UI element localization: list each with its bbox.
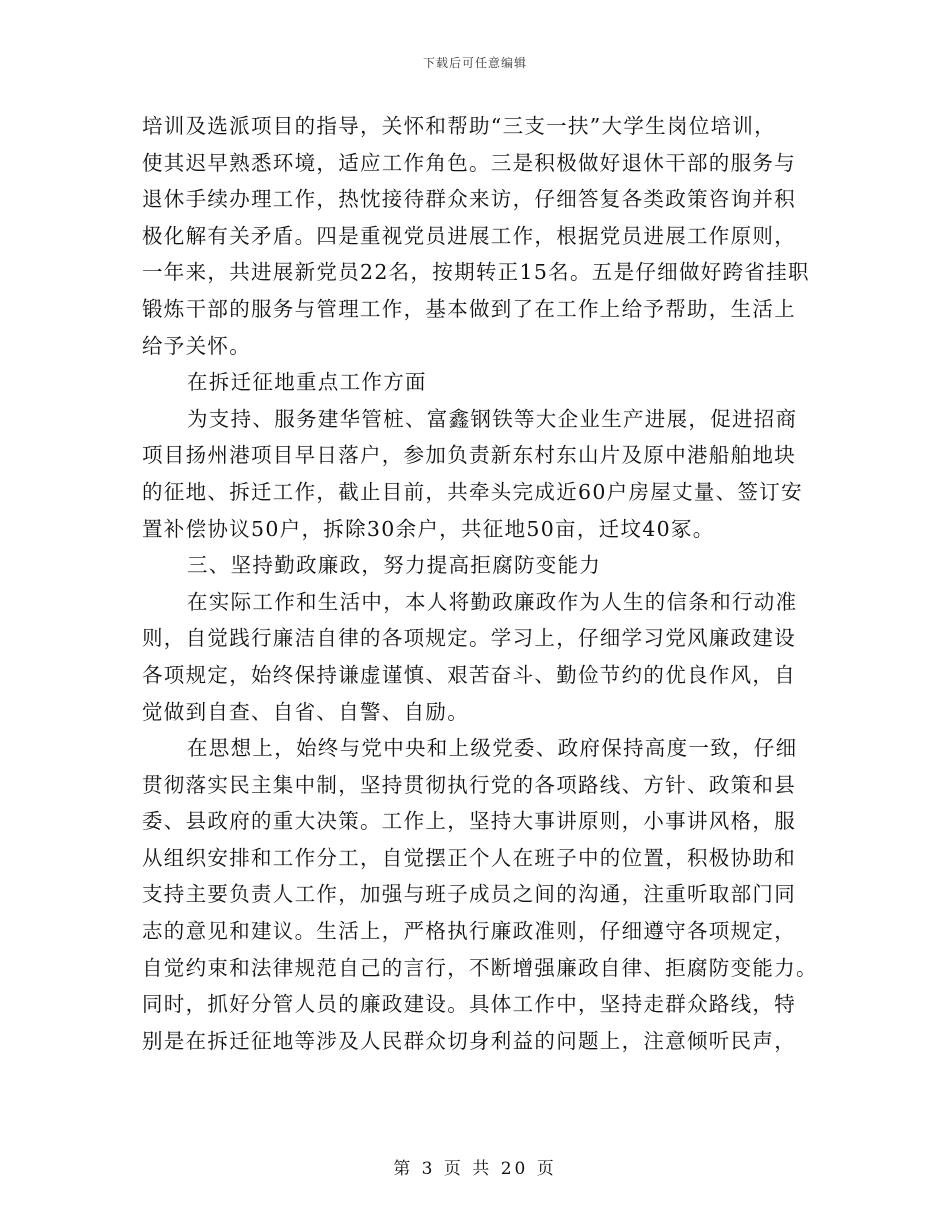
text-line: 从组织安排和工作分工，自觉摆正个人在班子中的位置，积极协助和	[142, 845, 796, 870]
page-footer: 第 3 页 共 20 页	[393, 1159, 557, 1179]
text-line: 支持主要负责人工作，加强与班子成员之间的沟通，注重听取部门同	[142, 882, 796, 907]
text-line: 自觉约束和法律规范自己的言行，不断增强廉政自律、拒腐防变能力。	[142, 955, 818, 980]
text-line: 觉做到自查、自省、自警、自励。	[142, 699, 469, 724]
text-line: 志的意见和建议。生活上，严格执行廉政准则，仔细遵守各项规定，	[142, 919, 796, 944]
text-line: 各项规定，始终保持谦虚谨慎、艰苦奋斗、勤俭节约的优良作风，自	[142, 662, 796, 687]
text-line: 项目扬州港项目早日落户，参加负责新东村东山片及原中港船舶地块	[142, 443, 796, 468]
text-line: 锻炼干部的服务与管理工作，基本做到了在工作上给予帮助，生活上	[142, 296, 796, 321]
text-line: 培训及选派项目的指导，关怀和帮助“三支一扶”大学生岗位培训，	[142, 114, 776, 138]
text-line: 极化解有关矛盾。四是重视党员进展工作，根据党员进展工作原则，	[142, 223, 796, 248]
header-note: 下载后可任意编辑	[422, 56, 527, 70]
text-line: 贯彻落实民主集中制，坚持贯彻执行党的各项路线、方针、政策和县	[142, 772, 796, 797]
text-line: 一年来，共进展新党员22名，按期转正15名。五是仔细做好跨省挂职	[142, 260, 810, 285]
text-line: 别是在拆迁征地等涉及人民群众切身利益的问题上，注意倾听民声，	[142, 1028, 796, 1053]
text-line: 的征地、拆迁工作，截止目前，共牵头完成近60户房屋丈量、签订安	[142, 479, 803, 504]
document-body	[142, 108, 822, 1059]
text-line: 则，自觉践行廉洁自律的各项规定。学习上，仔细学习党风廉政建设	[142, 626, 796, 651]
text-line: 在思想上，始终与党中央和上级党委、政府保持高度一致，仔细	[187, 736, 798, 761]
text-line: 为支持、服务建华管桩、富鑫钢铁等大企业生产进展，促进招商	[187, 406, 798, 431]
text-line: 在实际工作和生活中，本人将勤政廉政作为人生的信条和行动准	[187, 589, 798, 614]
text-line: 委、县政府的重大决策。工作上，坚持大事讲原则，小事讲风格，服	[142, 809, 796, 834]
text-line: 置补偿协议50户，拆除30余户，共征地50亩，迁坟40冢。	[142, 516, 715, 541]
text-line: 同时，抓好分管人员的廉政建设。具体工作中，坚持走群众路线，特	[142, 992, 796, 1017]
text-line: 退休手续办理工作，热忱接待群众来访，仔细答复各类政策咨询并积	[142, 187, 796, 212]
text-line: 在拆迁征地重点工作方面	[187, 370, 427, 395]
text-line: 给予关怀。	[142, 333, 251, 358]
text-line: 使其迟早熟悉环境，适应工作角色。三是积极做好退休干部的服务与	[142, 150, 796, 175]
text-line: 三、坚持勤政廉政，努力提高拒腐防变能力	[187, 553, 602, 578]
